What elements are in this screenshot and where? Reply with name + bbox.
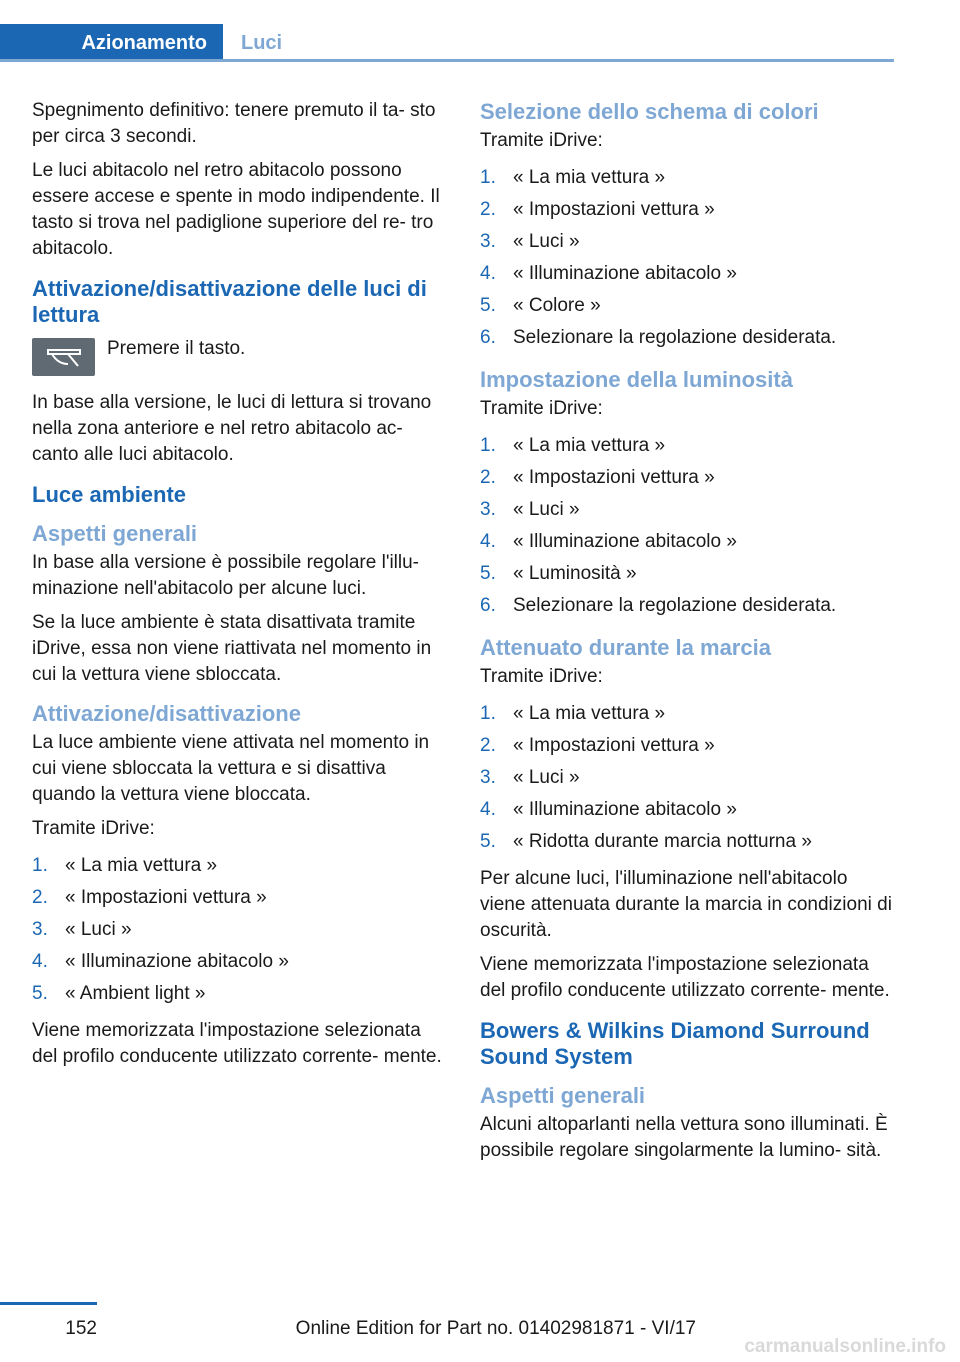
list-text: « Illuminazione abitacolo »	[513, 531, 737, 552]
list-text: « La mia vettura »	[65, 855, 218, 876]
list-text: « Luci »	[65, 919, 132, 940]
section-heading-bowers-wilkins: Bowers & Wilkins Diamond Surround Sound System	[480, 1018, 870, 1069]
list-item	[480, 322, 894, 354]
press-button-text: Premere il tasto.	[107, 338, 246, 359]
reading-light-icon	[32, 338, 95, 376]
left-column	[32, 98, 450, 1078]
list-number: 5.	[32, 983, 48, 1004]
right-column	[480, 98, 894, 1172]
list-item	[480, 258, 894, 290]
list-number: 2.	[32, 887, 48, 908]
paragraph: Alcuni altoparlanti nella vettura sono illuminati. È possibile regolare singolarmente la lumino‐ sità.	[480, 1114, 888, 1161]
footer-divider	[0, 1302, 97, 1305]
subheading-general: Aspetti generali	[480, 1083, 646, 1108]
list-item	[480, 290, 894, 322]
list-item	[480, 762, 894, 794]
list-number: 4.	[480, 531, 496, 552]
paragraph: Tramite iDrive:	[480, 398, 603, 419]
list-text: « Luci »	[513, 499, 580, 520]
edition-label: Online Edition for Part no. 01402981871 - VI/17	[295, 1318, 696, 1339]
list-text: « La mia vettura »	[513, 703, 666, 724]
list-text: « Illuminazione abitacolo »	[513, 799, 737, 820]
steps-list-color	[480, 162, 894, 354]
steps-list-brightness	[480, 430, 894, 622]
list-item	[480, 590, 894, 622]
header-divider	[0, 59, 894, 62]
list-number: 2.	[480, 199, 496, 220]
list-text: « La mia vettura »	[513, 435, 666, 456]
list-text: « Colore »	[513, 295, 601, 316]
list-number: 1.	[480, 167, 496, 188]
list-text: « Luci »	[513, 231, 580, 252]
list-number: 1.	[480, 435, 496, 456]
list-item	[480, 462, 894, 494]
list-item	[32, 946, 450, 978]
list-text: « La mia vettura »	[513, 167, 666, 188]
list-number: 3.	[480, 767, 496, 788]
tab-azionamento-label: Azionamento	[81, 31, 207, 54]
paragraph: Se la luce ambiente è stata disattivata tramite iDrive, essa non viene riattivata nel momento in cui la vettura viene sbloccata.	[32, 612, 432, 685]
list-text: « Ridotta durante marcia notturna »	[513, 831, 812, 852]
list-item	[480, 162, 894, 194]
paragraph: Viene memorizzata l'impostazione selezionata del profilo conducente utilizzato corrente‐ mente.	[32, 1020, 442, 1067]
list-number: 4.	[480, 799, 496, 820]
paragraph: Spegnimento definitivo: tenere premuto il ta‐ sto per circa 3 secondi.	[32, 100, 436, 147]
paragraph: La luce ambiente viene attivata nel momento in cui viene sbloccata la vettura e si disattiva quando la vettura viene bloccata.	[32, 732, 430, 805]
paragraph: Tramite iDrive:	[480, 666, 603, 687]
list-text: Selezionare la regolazione desiderata.	[513, 327, 837, 348]
list-item	[480, 226, 894, 258]
header-tabbar	[0, 24, 894, 62]
list-number: 1.	[32, 855, 48, 876]
paragraph: In base alla versione, le luci di lettura si trovano nella zona anteriore e nel retro abitacolo ac‐ canto alle luci abitacolo.	[32, 392, 432, 465]
list-number: 3.	[480, 231, 496, 252]
list-item	[480, 794, 894, 826]
list-number: 2.	[480, 467, 496, 488]
reading-light-instruction	[32, 336, 450, 376]
subheading-color-scheme: Selezione dello schema di colori	[480, 99, 819, 124]
list-item	[480, 698, 894, 730]
list-number: 4.	[480, 263, 496, 284]
list-item	[480, 526, 894, 558]
page-number: 152	[65, 1318, 97, 1339]
paragraph: Tramite iDrive:	[480, 130, 603, 151]
list-number: 5.	[480, 295, 496, 316]
list-item	[480, 194, 894, 226]
list-number: 6.	[480, 595, 496, 616]
list-text: « Illuminazione abitacolo »	[65, 951, 289, 972]
list-item	[480, 558, 894, 590]
tab-luci[interactable]: Luci	[241, 32, 283, 54]
list-item	[480, 826, 894, 858]
list-number: 2.	[480, 735, 496, 756]
list-item	[32, 914, 450, 946]
list-item	[32, 978, 450, 1010]
subheading-dimmed: Attenuato durante la marcia	[480, 635, 771, 660]
list-number: 5.	[480, 831, 496, 852]
list-number: 3.	[480, 499, 496, 520]
list-item	[480, 730, 894, 762]
paragraph: Tramite iDrive:	[32, 818, 155, 839]
list-text: « Luminosità »	[513, 563, 637, 584]
section-heading-ambient-light: Luce ambiente	[32, 482, 187, 507]
tab-azionamento[interactable]	[0, 24, 223, 62]
steps-list-ambient	[32, 850, 450, 1010]
list-number: 3.	[32, 919, 48, 940]
list-number: 4.	[32, 951, 48, 972]
list-text: Selezionare la regolazione desiderata.	[513, 595, 837, 616]
subheading-onoff: Attivazione/disattivazione	[32, 701, 301, 726]
list-text: « Illuminazione abitacolo »	[513, 263, 737, 284]
list-number: 5.	[480, 563, 496, 584]
list-text: « Luci »	[513, 767, 580, 788]
list-text: « Impostazioni vettura »	[513, 199, 715, 220]
subheading-general: Aspetti generali	[32, 521, 198, 546]
paragraph: Per alcune luci, l'illuminazione nell'abitacolo viene attenuata durante la marcia in condizioni di oscurità.	[480, 868, 892, 941]
steps-list-dimmed	[480, 698, 894, 858]
watermark: carmanualsonline.info	[744, 1336, 946, 1357]
list-item	[480, 430, 894, 462]
section-heading-reading-lights: Attivazione/disattivazione delle luci di lettura	[32, 276, 427, 327]
list-text: « Ambient light »	[65, 983, 206, 1004]
list-text: « Impostazioni vettura »	[513, 467, 715, 488]
list-text: « Impostazioni vettura »	[65, 887, 267, 908]
list-number: 1.	[480, 703, 496, 724]
list-item	[32, 882, 450, 914]
list-item	[480, 494, 894, 526]
paragraph: Viene memorizzata l'impostazione selezionata del profilo conducente utilizzato corrente‐ mente.	[480, 954, 890, 1001]
list-number: 6.	[480, 327, 496, 348]
paragraph: Le luci abitacolo nel retro abitacolo possono essere accese e spente in modo indipendente. Il tasto si trova nel padiglione superiore del re‐ tro abitacolo.	[32, 160, 440, 259]
subheading-brightness: Impostazione della luminosità	[480, 367, 793, 392]
list-item	[32, 850, 450, 882]
list-text: « Impostazioni vettura »	[513, 735, 715, 756]
paragraph: In base alla versione è possibile regolare l'illu‐ minazione nell'abitacolo per alcune luci.	[32, 552, 420, 599]
